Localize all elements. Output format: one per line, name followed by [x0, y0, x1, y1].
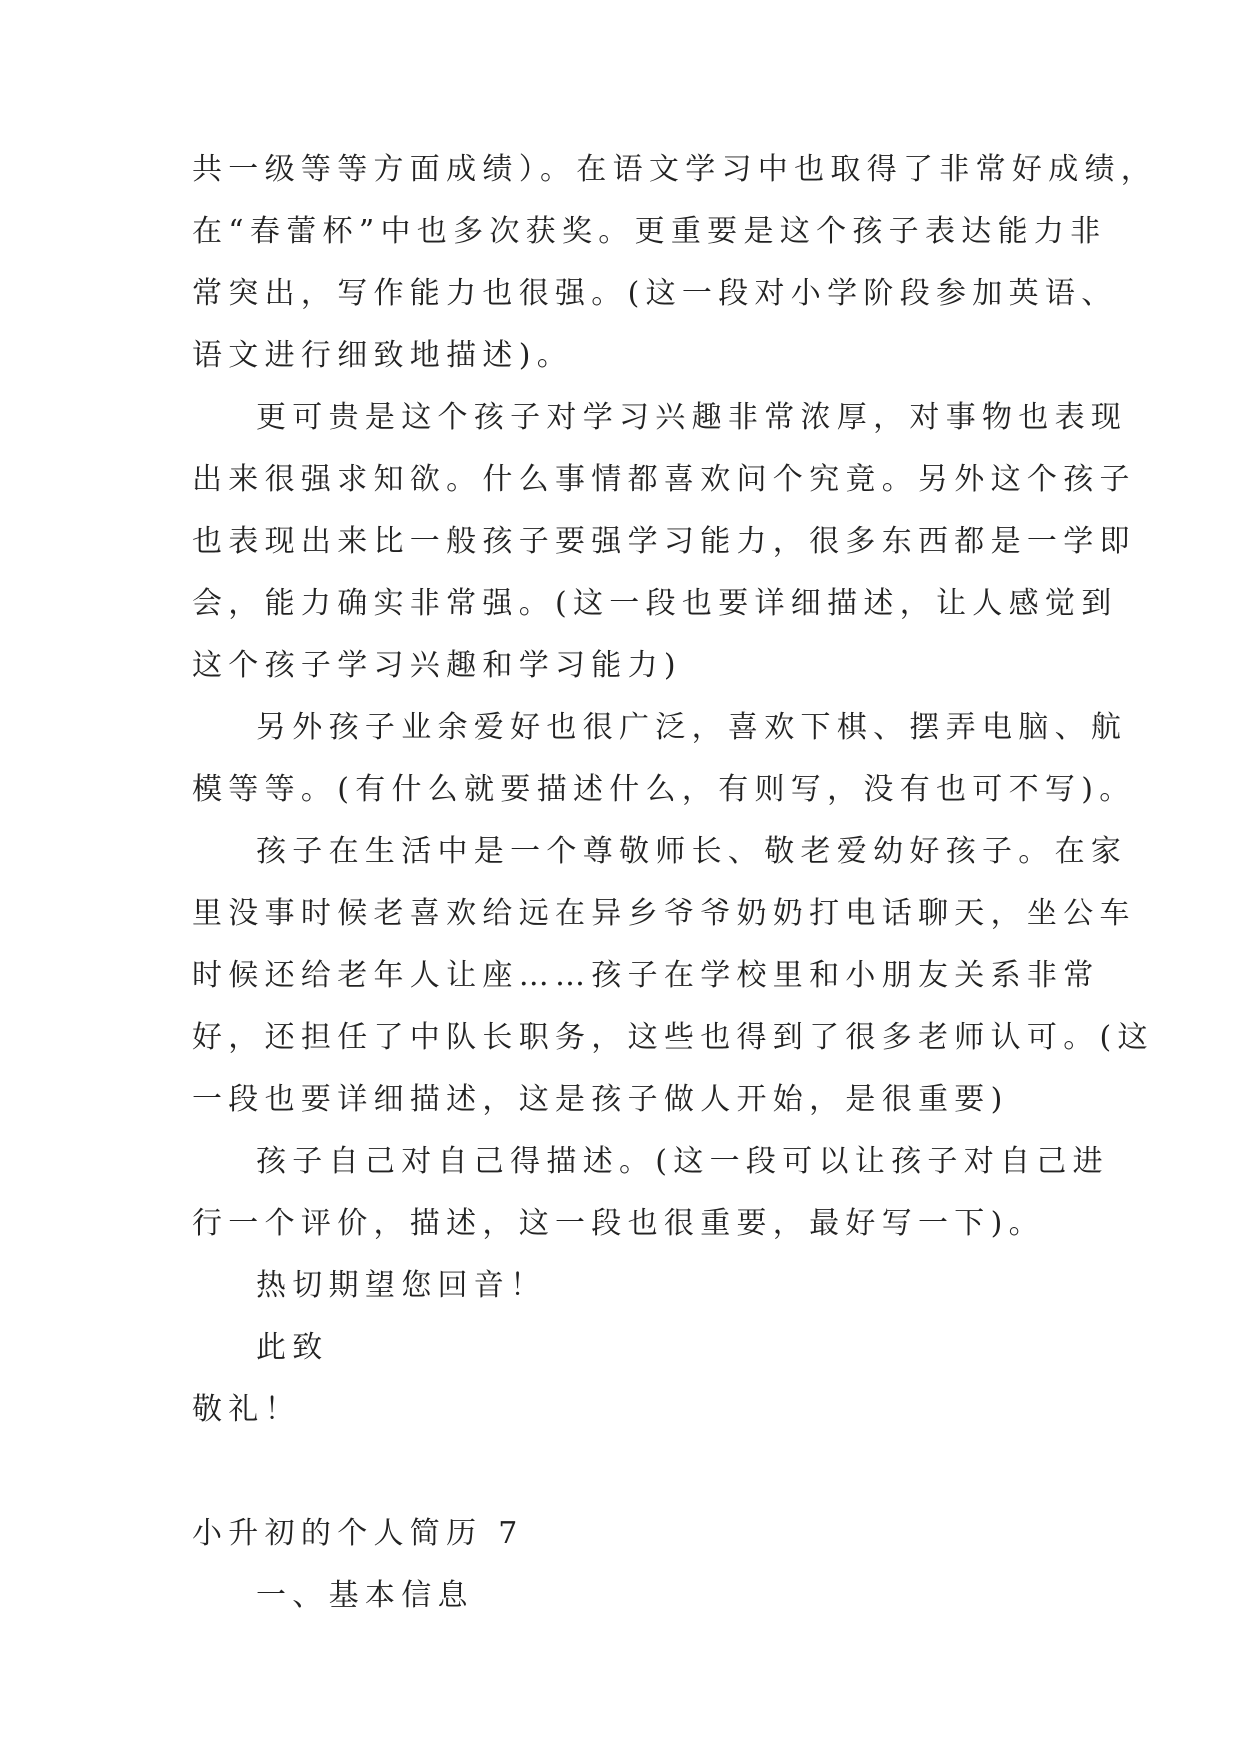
text-line: 模等等。(有什么就要描述什么，有则写，没有也可不写)。: [192, 772, 1136, 807]
salutation-line: 此致: [256, 1330, 329, 1365]
section-heading: 一、基本信息: [256, 1578, 474, 1613]
text-line: 在“春蕾杯”中也多次获奖。更重要是这个孩子表达能力非: [192, 214, 1107, 249]
text-line: 也表现出来比一般孩子要强学习能力，很多东西都是一学即: [192, 524, 1136, 559]
text-line: 时候还给老年人让座……孩子在学校里和小朋友关系非常: [192, 958, 1100, 993]
text-line: 一段也要详细描述，这是孩子做人开始，是很重要): [192, 1082, 1009, 1117]
paragraph-start-line: 孩子自己对自己得描述。(这一段可以让孩子对自己进: [256, 1144, 1109, 1179]
section-title: 小升初的个人简历 7: [192, 1516, 524, 1551]
closing-line: 热切期望您回音！: [256, 1268, 547, 1303]
text-line: 里没事时候老喜欢给远在异乡爷爷奶奶打电话聊天，坐公车: [192, 896, 1136, 931]
text-line: 这个孩子学习兴趣和学习能力): [192, 648, 682, 683]
text-line: 行一个评价，描述，这一段也很重要，最好写一下)。: [192, 1206, 1045, 1241]
text-line: 共一级等等方面成绩）。在语文学习中也取得了非常好成绩，: [192, 152, 1158, 187]
paragraph-start-line: 更可贵是这个孩子对学习兴趣非常浓厚，对事物也表现: [256, 400, 1128, 435]
text-line: 会，能力确实非常强。(这一段也要详细描述，让人感觉到: [192, 586, 1118, 621]
paragraph-start-line: 另外孩子业余爱好也很广泛，喜欢下棋、摆弄电脑、航: [256, 710, 1128, 745]
text-line: 语文进行细致地描述)。: [192, 338, 574, 373]
salutation-line: 敬礼！: [192, 1392, 301, 1427]
text-line: 出来很强求知欲。什么事情都喜欢问个究竟。另外这个孩子: [192, 462, 1136, 497]
text-line: 常突出，写作能力也很强。(这一段对小学阶段参加英语、: [192, 276, 1118, 311]
text-line: 好，还担任了中队长职务，这些也得到了很多老师认可。(这: [192, 1020, 1154, 1055]
paragraph-start-line: 孩子在生活中是一个尊敬师长、敬老爱幼好孩子。在家: [256, 834, 1128, 869]
